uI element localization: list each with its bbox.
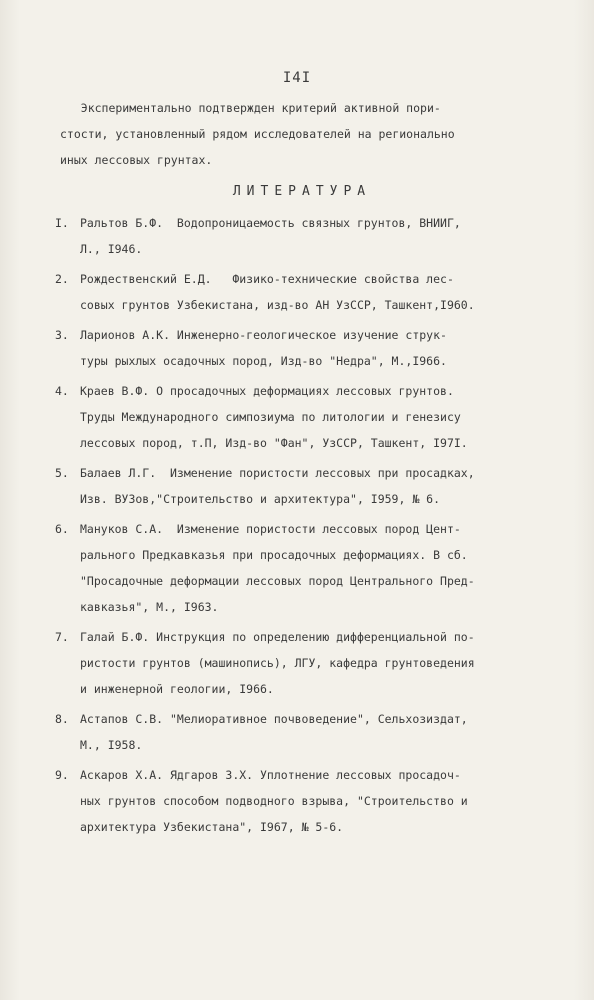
reference-number: 7. (55, 630, 69, 644)
reference-line: Ральтов Б.Ф. Водопроницаемость связных грунтов, ВНИИГ, (80, 216, 461, 230)
reference-line: Краев В.Ф. О просадочных деформациях лессовых грунтов. (80, 384, 454, 398)
intro-paragraph (60, 95, 540, 173)
reference-line: совых грунтов Узбекистана, изд-во АН УзССР, Ташкент,I960. (80, 298, 475, 312)
reference-line: Астапов С.В. "Мелиоративное почвоведение", Сельхозиздат, (80, 712, 468, 726)
reference-number: 6. (55, 522, 69, 536)
page-number: I4I (282, 70, 312, 86)
reference-line: Балаев Л.Г. Изменение пористости лессовых при просадках, (80, 466, 475, 480)
reference-line: Галай Б.Ф. Инструкция по определению дифференциальной по- (80, 630, 475, 644)
reference-line: туры рыхлых осадочных пород, Изд-во "Недра", М.,I966. (80, 354, 447, 368)
reference-line: ных грунтов способом подводного взрыва, "Строительство и (80, 794, 468, 808)
reference-line: и инженерной геологии, I966. (80, 682, 274, 696)
reference-item (55, 624, 555, 702)
reference-line: Л., I946. (80, 242, 143, 256)
reference-line: "Просадочные деформации лессовых пород Центрального Пред- (80, 574, 475, 588)
reference-line: кавказья", М., I963. (80, 600, 219, 614)
section-heading: ЛИТЕРАТУРА (232, 184, 372, 199)
reference-line: Труды Международного симпозиума по литологии и генезису (80, 410, 461, 424)
reference-number: 2. (55, 272, 69, 286)
reference-line: Аскаров Х.А. Ядгаров З.Х. Уплотнение лессовых просадоч- (80, 768, 461, 782)
reference-item (55, 706, 555, 758)
reference-line: Ларионов А.К. Инженерно-геологическое изучение струк- (80, 328, 447, 342)
reference-line: М., I958. (80, 738, 143, 752)
reference-item (55, 266, 555, 318)
reference-line: Рождественский Е.Д. Физико-технические свойства лес- (80, 272, 454, 286)
reference-number: 3. (55, 328, 69, 342)
reference-line: ристости грунтов (машинопись), ЛГУ, кафедра грунтоведения (80, 656, 475, 670)
reference-line: рального Предкавказья при просадочных деформациях. В сб. (80, 548, 468, 562)
reference-number: 4. (55, 384, 69, 398)
intro-line: иных лессовых грунтах. (60, 153, 213, 167)
reference-line: лессовых пород, т.П, Изд-во "Фан", УзССР, Ташкент, I97I. (80, 436, 468, 450)
reference-number: I. (55, 216, 69, 230)
reference-item (55, 460, 555, 512)
reference-item (55, 378, 555, 456)
reference-line: Изв. ВУЗов,"Строительство и архитектура", I959, № 6. (80, 492, 441, 506)
reference-line: архитектура Узбекистана", I967, № 5-6. (80, 820, 344, 834)
intro-line: Экспериментально подтвержден критерий активной пори- (60, 101, 441, 115)
reference-number: 8. (55, 712, 69, 726)
reference-item (55, 516, 555, 620)
reference-item (55, 762, 555, 840)
reference-number: 9. (55, 768, 69, 782)
intro-line: стости, установленный рядом исследователей на регионально (60, 127, 455, 141)
reference-number: 5. (55, 466, 69, 480)
reference-line: Мануков С.А. Изменение пористости лессовых пород Цент- (80, 522, 461, 536)
reference-item (55, 322, 555, 374)
reference-list (55, 210, 555, 840)
reference-item (55, 210, 555, 262)
